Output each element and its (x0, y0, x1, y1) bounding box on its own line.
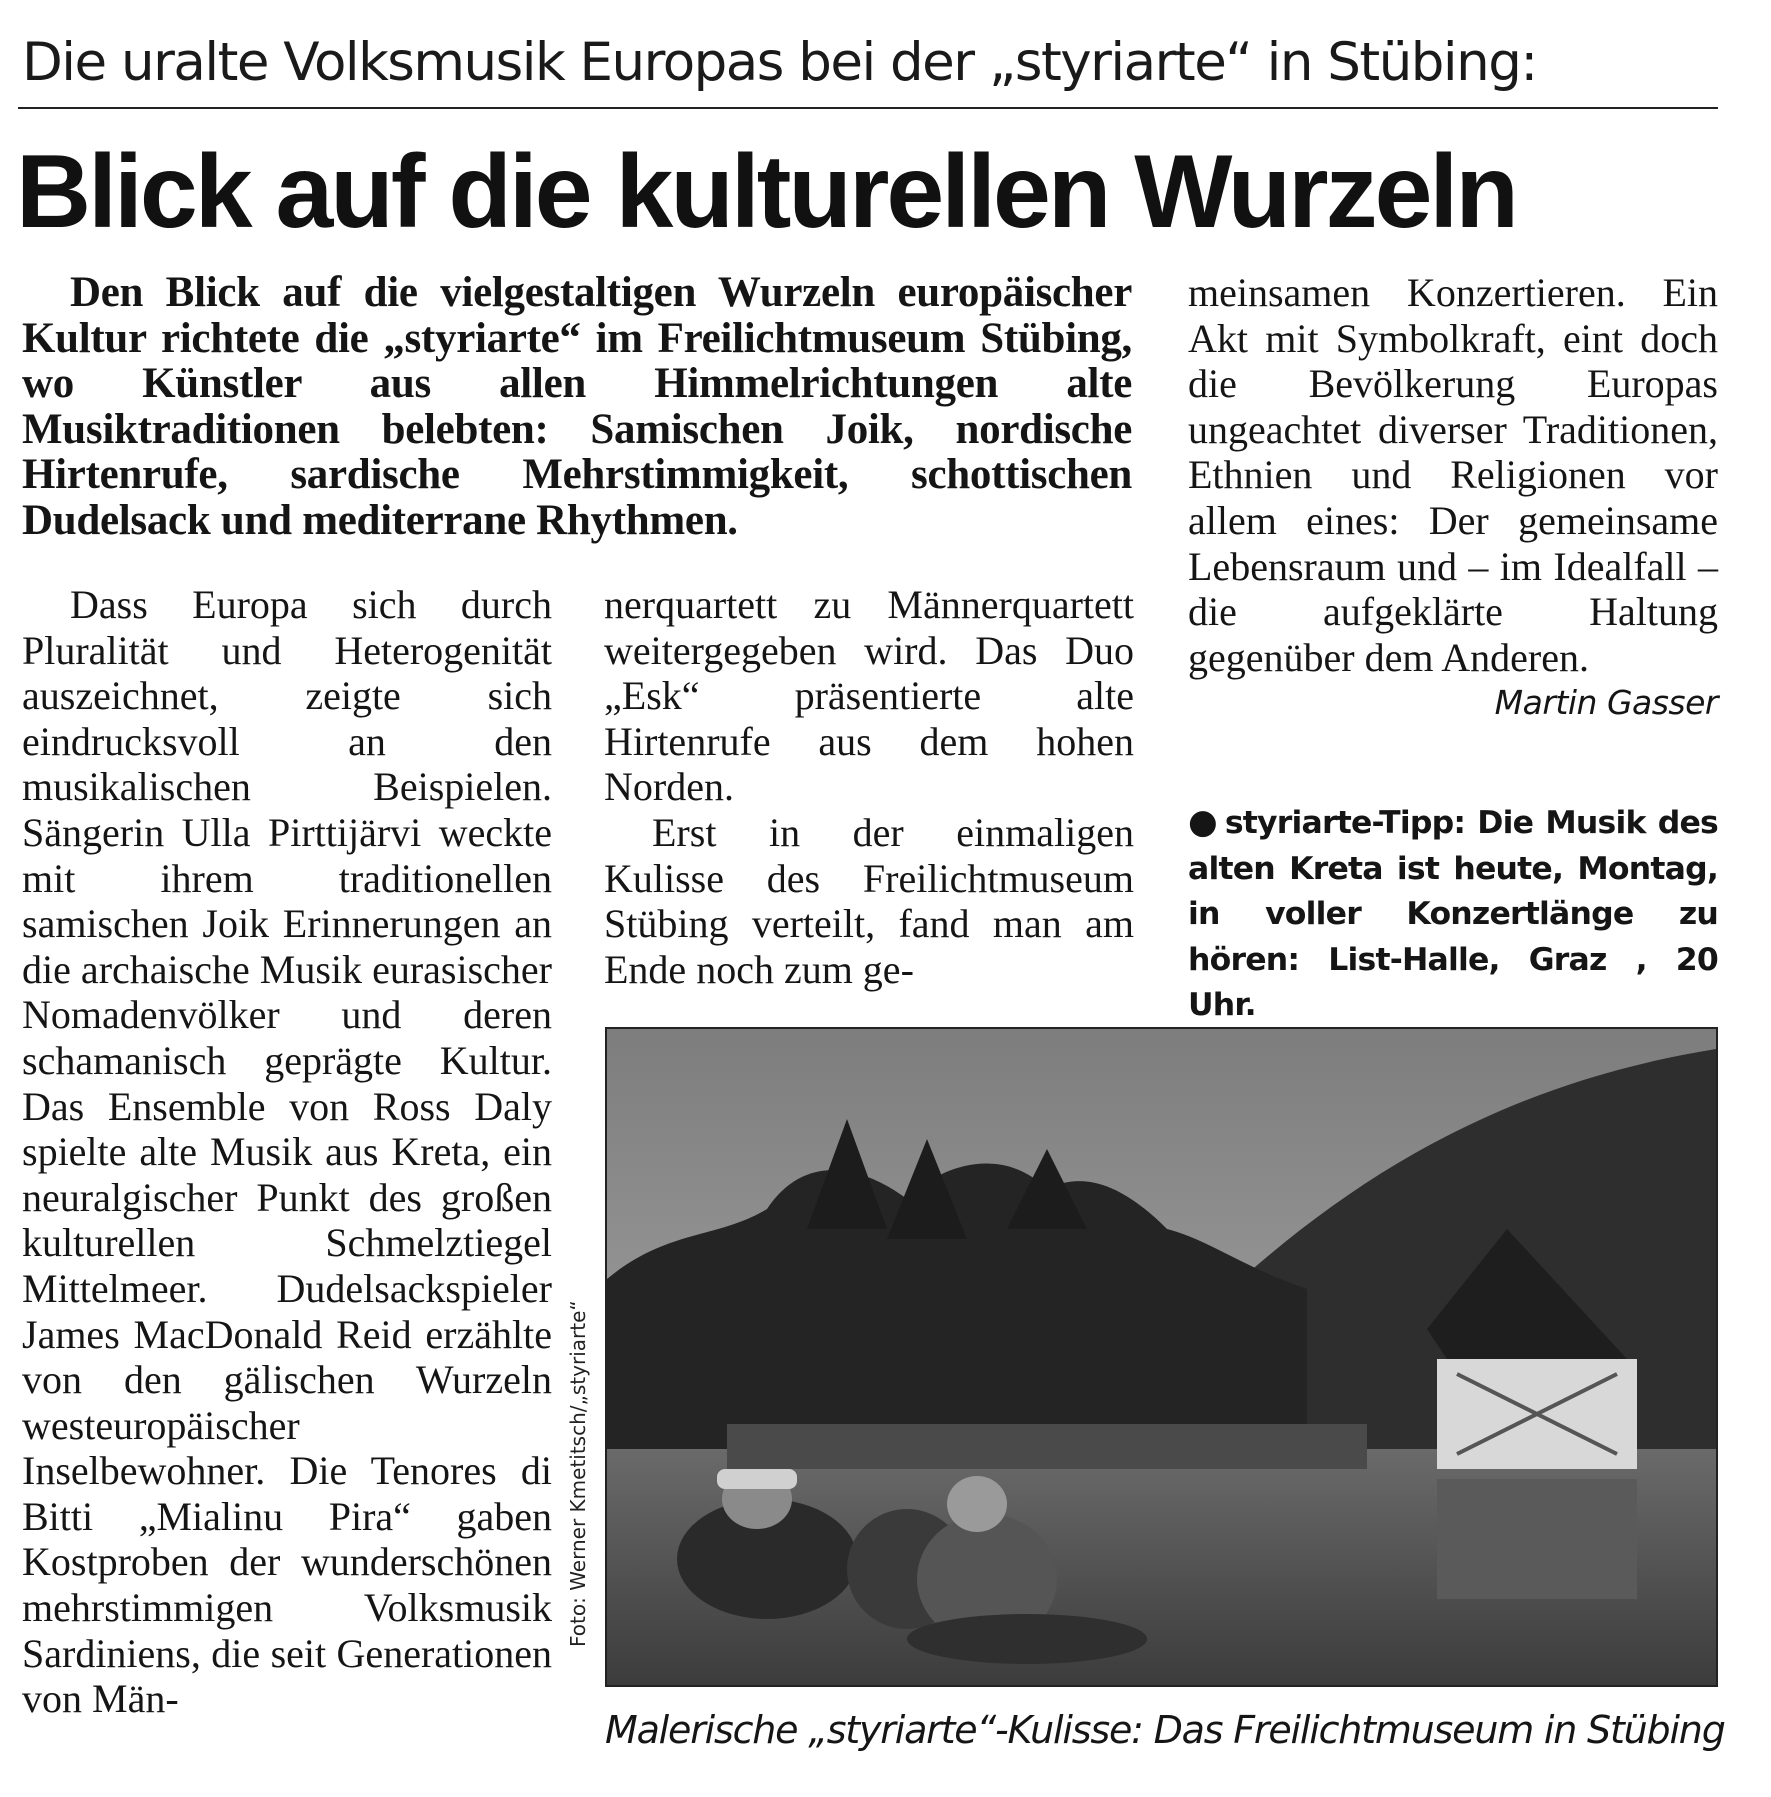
kicker-headline: Die uralte Volksmusik Europas bei der „styriarte“ in Stübing: (22, 32, 1537, 93)
lead-paragraph: Den Blick auf die vielgestaltigen Wurzeln europäischer Kultur richtete die „styriarte“ im Freilichtmuseum Stübing, wo Künstler aus allen Himmelrichtungen alte Musiktraditionen belebten: Samischen Joik, nordische Hirtenrufe, sardische Mehrstimmigkeit, schottischen Dudelsack und mediterrane Rhythmen. (22, 269, 1132, 544)
body-column-3 (1188, 270, 1718, 726)
photo-credit-text: Foto: Werner Kmetitsch/„styriarte“ (566, 1300, 590, 1647)
author-byline: Martin Gasser (1494, 683, 1718, 723)
tip-text: styriarte-Tipp: Die Musik des alten Kreta ist heute, Montag, in voller Konzertlänge zu hören: List-Halle, Graz , 20 Uhr. (1188, 805, 1718, 1023)
bullet-icon: ● (1188, 802, 1219, 842)
column-2-paragraph-1: nerquartett zu Männerquartett weitergegeben wird. Das Duo „Esk“ präsentierte alte Hirtenrufe aus dem hohen Norden. (604, 582, 1134, 810)
styriarte-tip (1188, 800, 1718, 1029)
photo-credit (556, 1027, 596, 1647)
photo-open-air-museum (607, 1029, 1716, 1685)
photo-caption: Malerische „styriarte“-Kulisse: Das Freilichtmuseum in Stübing (605, 1708, 1725, 1752)
article-photo (605, 1027, 1718, 1687)
kicker-rule (18, 107, 1718, 109)
column-2-paragraph-2: Erst in der einmaligen Kulisse des Freilichtmuseum Stübing verteilt, fand man am Ende noch zum ge- (604, 809, 1134, 992)
body-column-2 (604, 582, 1134, 992)
main-headline: Blick auf die kulturellen Wurzeln (16, 134, 1516, 250)
column-3-text: meinsamen Konzertieren. Ein Akt mit Symbolkraft, eint doch die Bevölkerung Europas ungeachtet diverser Traditionen, Ethnien und Religionen vor allem eines: Der gemeinsame Lebensraum und – im Idealfall – die aufgeklärte Haltung gegenüber dem Anderen. (1188, 270, 1718, 680)
body-column-1: Dass Europa sich durch Pluralität und Heterogenität auszeichnet, zeigte sich eindrucksvoll an den musikalischen Beispielen. Sängerin Ulla Pirttijärvi weckte mit ihrem traditionellen samischen Joik Erinnerungen an die archaische Musik eurasischer Nomadenvölker und deren schamanisch geprägte Kultur. Das Ensemble von Ross Daly spielte alte Musik aus Kreta, ein neuralgischer Punkt des großen kulturellen Schmelztiegel Mittelmeer. Dudelsackspieler James MacDonald Reid erzählte von den gälischen Wurzeln westeuropäischer Inselbewohner. Die Tenores di Bitti „Mialinu Pira“ gaben Kostproben der wunderschönen mehrstimmigen Volksmusik Sardiniens, die seit Generationen von Män- (22, 582, 552, 1722)
